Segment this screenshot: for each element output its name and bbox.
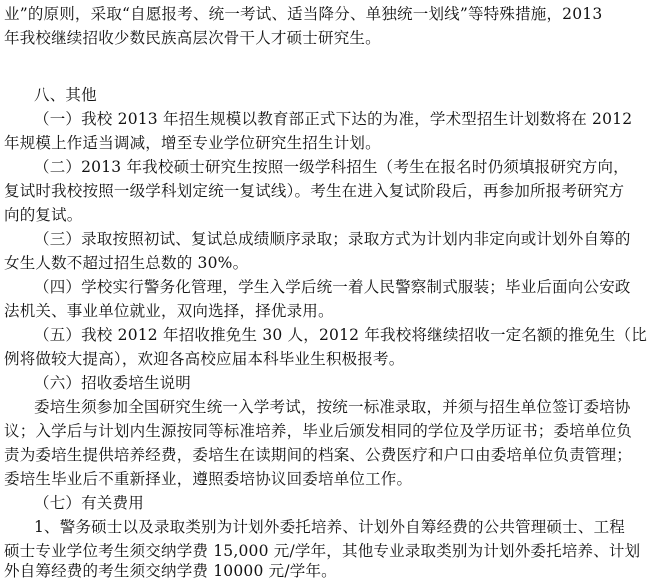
text-line-item-6-body-4: 委培生毕业后不重新择业，遵照委培协议回委培单位工作。 [4,470,413,488]
text-line-item-7-body-2: 硕士专业学位考生须交纳学费 15,000 元/学年，其他专业录取类别为计划外委托培养、计划 [4,542,641,560]
text-line-item-6-body-2: 议；入学后与计划内生源按同等标准培养，毕业后颁发相同的学位及学历证书；委培单位负 [4,422,633,440]
text-line-item-2-cont-1: 复试时我校按照一级学科划定统一复试线）。考生在进入复试阶段后，再参加所报考研究方 [4,182,625,200]
text-line-item-2: （二）2013 年我校硕士研究生按照一级学科招生（考生在报名时仍须填报研究方向， [34,158,629,176]
text-line-item-6-body-3: 责为委培生提供培养经费，委培生在读期间的档案、公费医疗和户口由委培单位负责管理； [4,446,633,464]
text-line-item-3-cont: 女生人数不超过招生总数的 30%。 [4,254,249,272]
text-line-item-4-cont: 法机关、事业单位就业，双向选择，择优录用。 [4,302,334,320]
text-line-2: 年我校继续招收少数民族高层次骨干人才硕士研究生。 [4,29,381,47]
text-line-item-1-cont: 年规模上作适当调减，增至专业学位研究生招生计划。 [4,134,381,152]
text-line-item-7-heading: （七）有关费用 [34,494,144,512]
text-line-item-5-cont: 例将做较大提高），欢迎各高校应届本科毕业生积极报考。 [4,350,405,368]
text-line-item-2-cont-2: 向的复试。 [4,206,83,224]
text-line-item-4: （四）学校实行警务化管理，学生入学后统一着人民警察制式服装；毕业后面向公安政 [34,278,631,296]
text-line-item-7-body-3: 外自筹经费的考生须交纳学费 10000 元/学年。 [4,562,337,580]
section-heading-other: 八、其他 [34,86,97,104]
text-line-item-6-heading: （六）招收委培生说明 [34,374,192,392]
text-line-item-1: （一）我校 2013 年招生规模以教育部正式下达的为准，学术型招生计划数将在 2012 [34,110,633,128]
text-line-1: 业”的原则，采取“自愿报考、统一考试、适当降分、单独统一划线”等特殊措施，2013 [4,5,603,23]
text-line-item-6-body-1: 委培生须参加全国研究生统一入学考试，按统一标准录取，并须与招生单位签订委培协 [34,398,631,416]
text-line-item-7-body-1: 1、警务硕士以及录取类别为计划外委托培养、计划外自筹经费的公共管理硕士、工程 [34,518,625,536]
text-line-item-3: （三）录取按照初试、复试总成绩顺序录取；录取方式为计划内非定向或计划外自筹的 [34,230,631,248]
text-line-item-5: （五）我校 2012 年招收推免生 30 人，2012 年我校将继续招收一定名额的推免生（比 [34,326,647,344]
